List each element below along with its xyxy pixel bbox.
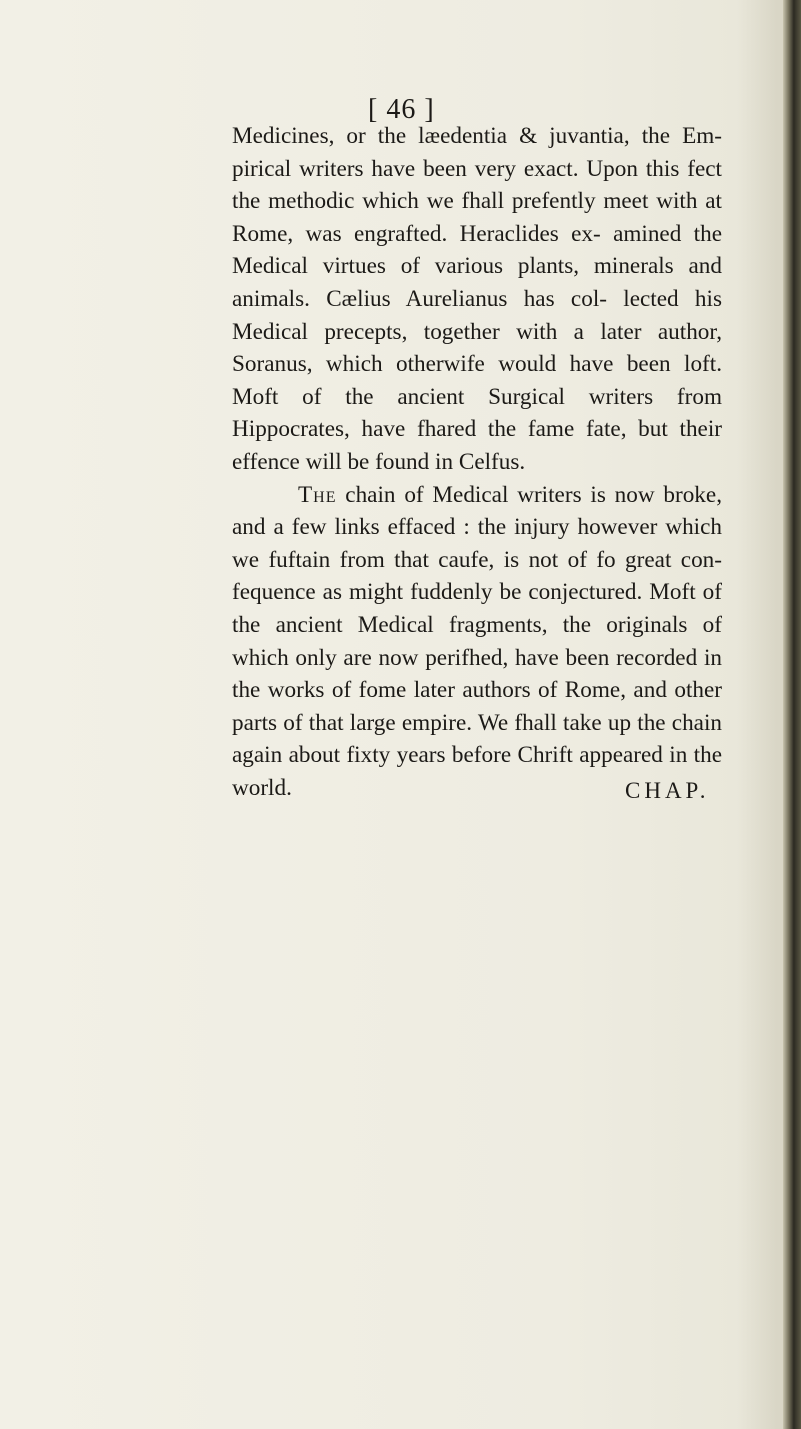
paragraph-2-lead-word: The bbox=[298, 481, 337, 508]
paragraph-2 bbox=[232, 479, 722, 805]
paragraph-1 bbox=[232, 120, 722, 479]
catchword: CHAP. bbox=[625, 778, 710, 803]
page-number-header: [ 46 ] bbox=[368, 94, 435, 125]
body-text bbox=[232, 120, 722, 804]
page-binding-edge bbox=[783, 0, 801, 1429]
paragraph-1-text: Medicines, or the læedentia & juvantia, the Em- pirical writers have been very exact. Upon this fect the methodic which we fhall prefently meet with at Rome, was engrafted. Heraclides ex- amined the Medical virtues of various plants, minerals and animals. Cælius Aurelianus has col- lected his Medical precepts, together with a later author, Soranus, which otherwife would have been loft. Moft of the ancient Surgical writers from Hippocrates, have fhared the fame fate, but their effence will be found in Celfus. bbox=[232, 123, 722, 475]
paragraph-2-text: chain of Medical writers is now broke, and a few links effaced : the injury however which we fuftain from that caufe, is not of fo great con- fequence as might fuddenly be conjectured. Moft of the ancient Medical fragments, the originals of which only are now perifhed, have been recorded in the works of fome later authors of Rome, and other parts of that large empire. We fhall take up the chain again about fixty years before Chrift appeared in the world. bbox=[232, 481, 722, 801]
